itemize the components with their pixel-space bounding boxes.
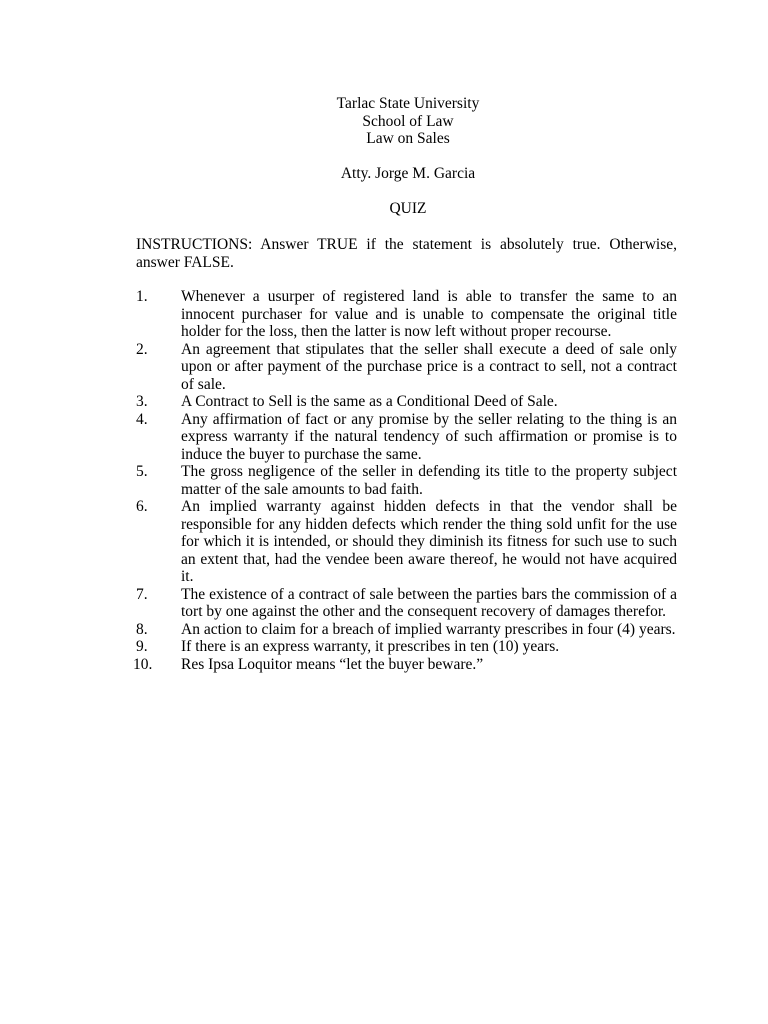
question-text: An action to claim for a breach of implied warranty prescribes in four (4) years. — [181, 620, 676, 638]
question-number: 10. — [133, 655, 153, 673]
question-list — [133, 288, 677, 673]
course-name: Law on Sales — [366, 130, 450, 147]
question-number: 4. — [136, 410, 148, 428]
quiz-title-block — [0, 200, 768, 218]
instructor-name: Atty. Jorge M. Garcia — [340, 165, 476, 182]
question-text: Res Ipsa Loquitor means “let the buyer beware.” — [181, 655, 484, 673]
university-name: Tarlac State University — [336, 95, 480, 112]
question-item — [136, 393, 677, 411]
question-item — [136, 638, 677, 656]
question-item — [136, 341, 677, 394]
question-number: 3. — [136, 393, 148, 410]
instructions: INSTRUCTIONS: Answer TRUE if the statement is absolutely true. Otherwise, answer FALSE. — [136, 236, 677, 271]
question-text: Any affirmation of fact or any promise by the seller relating to the thing is an express warranty if the natural tendency of such affirmation or promise is to induce the buyer to purchase the same. — [181, 410, 677, 463]
question-number: 2. — [136, 340, 148, 358]
question-text: A Contract to Sell is the same as a Conditional Deed of Sale. — [181, 393, 558, 410]
question-text: The existence of a contract of sale between the parties bars the commission of a tort by one against the other and the consequent recovery of damages therefor. — [181, 585, 677, 620]
question-item — [136, 621, 677, 639]
question-text: If there is an express warranty, it prescribes in ten (10) years. — [181, 638, 560, 655]
question-item — [133, 655, 677, 674]
question-number: 6. — [136, 498, 148, 515]
question-item — [136, 288, 677, 341]
document-header — [0, 95, 768, 148]
instructor-block — [0, 165, 768, 183]
question-number: 1. — [136, 288, 148, 305]
question-item — [136, 463, 677, 498]
question-number: 7. — [136, 585, 148, 603]
question-item — [136, 411, 677, 464]
question-number: 8. — [136, 620, 148, 638]
school-name: School of Law — [362, 112, 454, 130]
question-text: An agreement that stipulates that the seller shall execute a deed of sale only upon or after payment of the purchase price is a contract to sell, not a contract of sale. — [181, 340, 677, 393]
question-number: 9. — [136, 638, 148, 655]
question-item — [136, 586, 677, 621]
quiz-title: QUIZ — [389, 200, 427, 217]
question-text: Whenever a usurper of registered land is able to transfer the same to an innocent purchaser for value and is unable to compensate the original title holder for the loss, then the latter is now left without proper recourse. — [181, 288, 677, 340]
question-item — [136, 498, 677, 586]
question-number: 5. — [136, 463, 148, 480]
question-text: The gross negligence of the seller in defending its title to the property subject matter of the sale amounts to bad faith. — [181, 463, 677, 498]
question-text: An implied warranty against hidden defects in that the vendor shall be responsible for any hidden defects which render the thing sold unfit for the use for which it is intended, or should they diminish its fitness for such use to such an extent that, had the vendee been aware thereof, he would not have acquired it. — [181, 498, 677, 585]
